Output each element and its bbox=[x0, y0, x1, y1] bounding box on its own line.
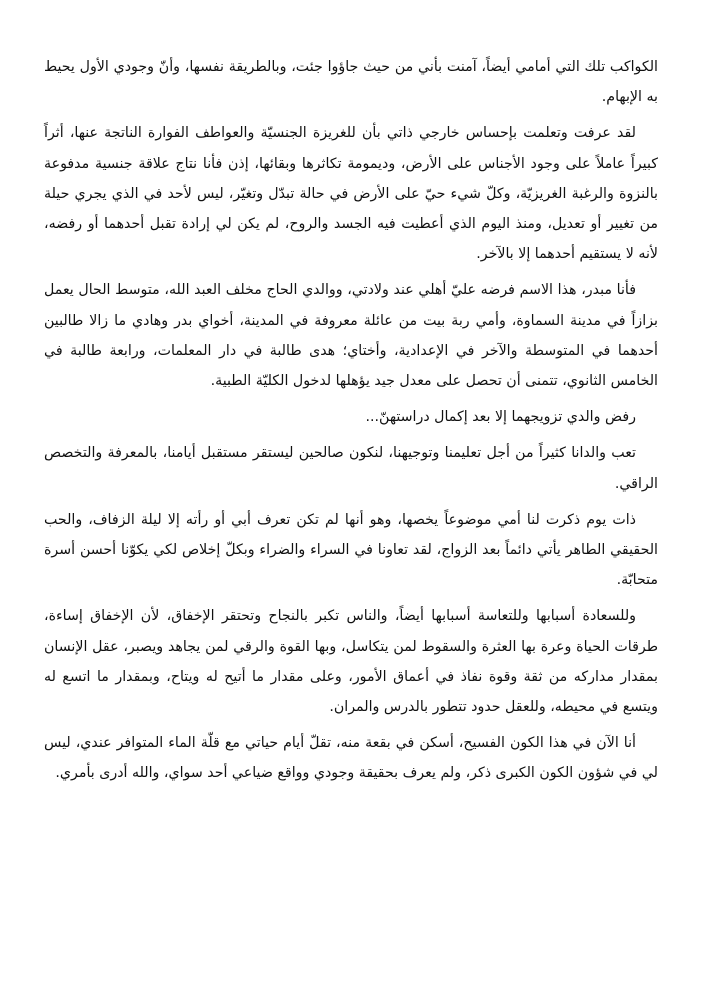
paragraph-3: فأنا مبدر، هذا الاسم فرضه عليّ أهلي عند ولادتي، ووالدي الحاج مخلف العبد الله، متوسط الحال يعمل بزازاً في مدينة السماوة، وأمي ربة بيت من عائلة معروفة في المدينة، أخواي بدر وهادي ما زالا طالبين أحدهما في المتوسطة والآخر في الإعدادية، وأختاي؛ هدى طالبة في دار المعلمات، ورابعة طالبة في الخامس الثانوي، تتمنى أن تحصل على معدل جيد يؤهلها لدخول الكليّة الطبية. bbox=[44, 282, 658, 390]
paragraph-7: وللسعادة أسبابها وللتعاسة أسبابها أيضاً، والناس تكبر بالنجاح وتحتقر الإخفاق، لأن الإخفاق إساءة، طرقات الحياة وعرة بها العثرة والسقوط لمن يتكاسل، وبها القوة والرقي لمن يجاهد ويصبر، عقل الإنسان بمقدار مداركه من ثقة وقوة نفاذ في أعماق الأمور، وعلى مقدار ما أتيح له ويتاح، وبمقدار ما اتسع له ويتسع في محيطه، وللعقل حدود تتطور بالدرس والمران. bbox=[44, 608, 658, 716]
paragraph-6: ذات يوم ذكرت لنا أمي موضوعاً يخصها، وهو أنها لم تكن تعرف أبي أو رأته إلا ليلة الزفاف، والحب الحقيقي الطاهر يأتي دائماً بعد الزواج، لقد تعاونا في السراء والضراء وبكلّ إخلاص لكي يكوّنا أحسن أسرة متحابّة. bbox=[44, 511, 658, 589]
document-page bbox=[44, 52, 658, 795]
paragraph-2: لقد عرفت وتعلمت بإحساس خارجي ذاتي بأن للغريزة الجنسيّة والعواطف الفوارة الناتجة عنها، أثراً كبيراً عاملاً على وجود الأجناس على الأرض، وديمومة تكاثرها وبقائها، إذن فأنا نتاج علاقة جنسية مدفوعة بالنزوة والرغبة الغريزيّة، وكلّ شيء حيّ على الأرض في حالة تبدّل وتغيّر، ليس لأحد في الذي يجري حيلة من تغيير أو تعديل، ومنذ اليوم الذي أعطيت فيه الجسد والروح، لم يكن لي إرادة تقبل أحدهما أو رفضه، لأنه لا يستقيم أحدهما إلا بالآخر. bbox=[44, 125, 658, 263]
paragraph-1: الكواكب تلك التي أمامي أيضاً، آمنت بأني من حيث جاؤوا جئت، وبالطريقة نفسها، وأنّ وجودي الأول يحيط به الإبهام. bbox=[44, 59, 658, 106]
paragraph-5: تعب والدانا كثيراً من أجل تعليمنا وتوجيهنا، لنكون صالحين ليستقر مستقبل أيامنا، بالمعرفة والتخصص الراقي. bbox=[44, 445, 658, 492]
paragraph-8: أنا الآن في هذا الكون الفسيح، أسكن في بقعة منه، تقلّ أيام حياتي مع قلّة الماء المتوافر عندي، ليس لي في شؤون الكون الكبرى ذكر، ولم يعرف بحقيقة وجودي وواقع ضياعي أحد سواي، والله أدرى بأمري. bbox=[44, 735, 658, 782]
paragraph-4: رفض والدي تزويجهما إلا بعد إكمال دراستهنّ... bbox=[365, 409, 636, 426]
